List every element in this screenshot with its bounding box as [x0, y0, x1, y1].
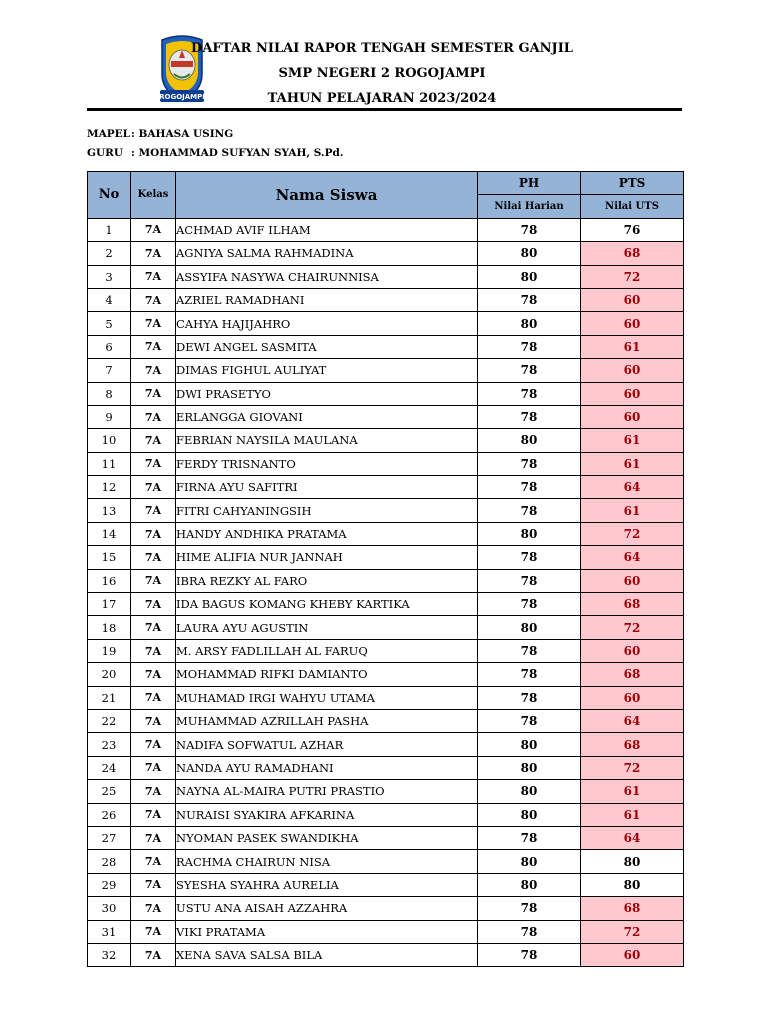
table-row	[88, 569, 684, 592]
cell-pts: 64	[581, 709, 684, 732]
cell-kelas: 7A	[131, 686, 176, 709]
col-header-nama: Nama Siswa	[176, 172, 478, 219]
cell-ph: 80	[478, 733, 581, 756]
cell-pts: 64	[581, 826, 684, 849]
cell-ph: 80	[478, 242, 581, 265]
cell-nama: AZRIEL RAMADHANI	[176, 288, 478, 311]
cell-no: 28	[88, 850, 131, 873]
cell-ph: 78	[478, 897, 581, 920]
table-row	[88, 499, 684, 522]
cell-no: 23	[88, 733, 131, 756]
cell-kelas: 7A	[131, 218, 176, 241]
cell-ph: 78	[478, 569, 581, 592]
cell-kelas: 7A	[131, 920, 176, 943]
cell-pts: 72	[581, 616, 684, 639]
cell-kelas: 7A	[131, 663, 176, 686]
cell-pts: 80	[581, 873, 684, 896]
cell-no: 26	[88, 803, 131, 826]
cell-pts: 60	[581, 639, 684, 662]
header-divider	[87, 108, 682, 111]
cell-pts: 61	[581, 803, 684, 826]
cell-ph: 78	[478, 452, 581, 475]
col-header-kelas: Kelas	[131, 172, 176, 219]
cell-no: 5	[88, 312, 131, 335]
cell-pts: 60	[581, 288, 684, 311]
cell-nama: ASSYIFA NASYWA CHAIRUNNISA	[176, 265, 478, 288]
table-row	[88, 476, 684, 499]
cell-kelas: 7A	[131, 756, 176, 779]
cell-kelas: 7A	[131, 429, 176, 452]
cell-nama: XENA SAVA SALSA BILA	[176, 943, 478, 966]
cell-nama: SYESHA SYAHRA AURELIA	[176, 873, 478, 896]
table-row	[88, 429, 684, 452]
cell-nama: RACHMA CHAIRUN NISA	[176, 850, 478, 873]
cell-ph: 78	[478, 639, 581, 662]
table-row	[88, 522, 684, 545]
table-row	[88, 920, 684, 943]
cell-nama: VIKI PRATAMA	[176, 920, 478, 943]
cell-kelas: 7A	[131, 803, 176, 826]
cell-ph: 78	[478, 920, 581, 943]
cell-no: 19	[88, 639, 131, 662]
cell-no: 14	[88, 522, 131, 545]
cell-pts: 60	[581, 943, 684, 966]
cell-no: 29	[88, 873, 131, 896]
cell-no: 4	[88, 288, 131, 311]
cell-nama: HANDY ANDHIKA PRATAMA	[176, 522, 478, 545]
table-row	[88, 452, 684, 475]
cell-kelas: 7A	[131, 288, 176, 311]
cell-pts: 72	[581, 756, 684, 779]
cell-pts: 72	[581, 522, 684, 545]
table-header	[88, 172, 684, 219]
cell-nama: NYOMAN PASEK SWANDIKHA	[176, 826, 478, 849]
mapel-row	[87, 128, 233, 140]
cell-no: 15	[88, 546, 131, 569]
cell-nama: FIRNA AYU SAFITRI	[176, 476, 478, 499]
grades-table	[87, 171, 684, 967]
cell-ph: 78	[478, 359, 581, 382]
cell-ph: 80	[478, 873, 581, 896]
cell-nama: ACHMAD AVIF ILHAM	[176, 218, 478, 241]
table-row	[88, 593, 684, 616]
cell-nama: FERDY TRISNANTO	[176, 452, 478, 475]
table-row	[88, 897, 684, 920]
table-row	[88, 312, 684, 335]
cell-ph: 80	[478, 756, 581, 779]
cell-nama: NANDA AYU RAMADHANI	[176, 756, 478, 779]
cell-kelas: 7A	[131, 943, 176, 966]
table-row	[88, 242, 684, 265]
cell-kelas: 7A	[131, 382, 176, 405]
cell-no: 8	[88, 382, 131, 405]
cell-pts: 60	[581, 312, 684, 335]
guru-row	[87, 147, 343, 159]
cell-no: 16	[88, 569, 131, 592]
cell-no: 22	[88, 709, 131, 732]
cell-no: 25	[88, 780, 131, 803]
table-row	[88, 686, 684, 709]
table-row	[88, 873, 684, 896]
cell-ph: 78	[478, 709, 581, 732]
cell-pts: 68	[581, 242, 684, 265]
cell-ph: 78	[478, 593, 581, 616]
cell-kelas: 7A	[131, 359, 176, 382]
cell-ph: 80	[478, 429, 581, 452]
cell-ph: 78	[478, 405, 581, 428]
cell-pts: 80	[581, 850, 684, 873]
table-row	[88, 639, 684, 662]
cell-kelas: 7A	[131, 826, 176, 849]
table-row	[88, 335, 684, 358]
cell-ph: 80	[478, 803, 581, 826]
cell-ph: 78	[478, 476, 581, 499]
guru-label: GURU	[87, 147, 124, 159]
cell-nama: DIMAS FIGHUL AULIYAT	[176, 359, 478, 382]
table-row	[88, 756, 684, 779]
cell-nama: ERLANGGA GIOVANI	[176, 405, 478, 428]
cell-pts: 60	[581, 382, 684, 405]
title-line-2: SMP NEGERI 2 ROGOJAMPI	[278, 66, 486, 81]
cell-kelas: 7A	[131, 242, 176, 265]
cell-nama: NAYNA AL-MAIRA PUTRI PRASTIO	[176, 780, 478, 803]
cell-nama: AGNIYA SALMA RAHMADINA	[176, 242, 478, 265]
cell-ph: 80	[478, 312, 581, 335]
cell-ph: 78	[478, 826, 581, 849]
cell-no: 17	[88, 593, 131, 616]
cell-nama: MUHAMAD IRGI WAHYU UTAMA	[176, 686, 478, 709]
table-row	[88, 850, 684, 873]
cell-no: 12	[88, 476, 131, 499]
cell-ph: 78	[478, 382, 581, 405]
cell-pts: 61	[581, 335, 684, 358]
col-header-pts: PTS	[581, 172, 684, 195]
cell-nama: NADIFA SOFWATUL AZHAR	[176, 733, 478, 756]
cell-no: 31	[88, 920, 131, 943]
col-header-ph: PH	[478, 172, 581, 195]
table-row	[88, 218, 684, 241]
cell-kelas: 7A	[131, 546, 176, 569]
cell-ph: 78	[478, 335, 581, 358]
cell-no: 30	[88, 897, 131, 920]
cell-ph: 80	[478, 616, 581, 639]
cell-no: 13	[88, 499, 131, 522]
cell-nama: MOHAMMAD RIFKI DAMIANTO	[176, 663, 478, 686]
cell-ph: 78	[478, 288, 581, 311]
table-row	[88, 663, 684, 686]
cell-kelas: 7A	[131, 733, 176, 756]
cell-no: 2	[88, 242, 131, 265]
cell-nama: M. ARSY FADLILLAH AL FARUQ	[176, 639, 478, 662]
cell-pts: 64	[581, 546, 684, 569]
cell-kelas: 7A	[131, 569, 176, 592]
cell-kelas: 7A	[131, 616, 176, 639]
cell-kelas: 7A	[131, 850, 176, 873]
cell-ph: 78	[478, 218, 581, 241]
cell-nama: IDA BAGUS KOMANG KHEBY KARTIKA	[176, 593, 478, 616]
cell-pts: 72	[581, 920, 684, 943]
table-row	[88, 382, 684, 405]
cell-pts: 68	[581, 663, 684, 686]
cell-kelas: 7A	[131, 593, 176, 616]
cell-kelas: 7A	[131, 709, 176, 732]
cell-no: 27	[88, 826, 131, 849]
cell-pts: 61	[581, 429, 684, 452]
cell-nama: NURAISI SYAKIRA AFKARINA	[176, 803, 478, 826]
cell-nama: LAURA AYU AGUSTIN	[176, 616, 478, 639]
cell-no: 1	[88, 218, 131, 241]
cell-kelas: 7A	[131, 312, 176, 335]
mapel-label: MAPEL	[87, 128, 131, 140]
title-line-1: DAFTAR NILAI RAPOR TENGAH SEMESTER GANJIL	[191, 41, 573, 56]
cell-pts: 61	[581, 452, 684, 475]
cell-ph: 80	[478, 265, 581, 288]
cell-kelas: 7A	[131, 405, 176, 428]
cell-ph: 80	[478, 522, 581, 545]
cell-kelas: 7A	[131, 522, 176, 545]
cell-nama: USTU ANA AISAH AZZAHRA	[176, 897, 478, 920]
table-row	[88, 803, 684, 826]
cell-pts: 76	[581, 218, 684, 241]
title-line-3: TAHUN PELAJARAN 2023/2024	[267, 91, 497, 106]
table-row	[88, 546, 684, 569]
cell-nama: IBRA REZKY AL FARO	[176, 569, 478, 592]
cell-ph: 78	[478, 546, 581, 569]
table-row	[88, 733, 684, 756]
cell-ph: 78	[478, 686, 581, 709]
guru-value: : MOHAMMAD SUFYAN SYAH, S.Pd.	[131, 147, 344, 159]
cell-nama: FITRI CAHYANINGSIH	[176, 499, 478, 522]
cell-pts: 60	[581, 405, 684, 428]
cell-kelas: 7A	[131, 780, 176, 803]
cell-pts: 61	[581, 780, 684, 803]
cell-pts: 60	[581, 359, 684, 382]
cell-ph: 80	[478, 850, 581, 873]
cell-ph: 78	[478, 663, 581, 686]
cell-pts: 72	[581, 265, 684, 288]
table-row	[88, 709, 684, 732]
cell-no: 3	[88, 265, 131, 288]
table-row	[88, 265, 684, 288]
cell-no: 32	[88, 943, 131, 966]
cell-pts: 60	[581, 686, 684, 709]
cell-nama: CAHYA HAJIJAHRO	[176, 312, 478, 335]
cell-no: 18	[88, 616, 131, 639]
document-title	[175, 36, 589, 111]
cell-ph: 80	[478, 780, 581, 803]
cell-no: 21	[88, 686, 131, 709]
cell-nama: DWI PRASETYO	[176, 382, 478, 405]
cell-no: 10	[88, 429, 131, 452]
cell-pts: 68	[581, 733, 684, 756]
cell-kelas: 7A	[131, 335, 176, 358]
logo-text: ROGOJAMPI	[159, 93, 205, 101]
cell-ph: 78	[478, 499, 581, 522]
table-row	[88, 288, 684, 311]
cell-nama: HIME ALIFIA NUR JANNAH	[176, 546, 478, 569]
table-row	[88, 405, 684, 428]
cell-no: 20	[88, 663, 131, 686]
cell-pts: 68	[581, 593, 684, 616]
cell-kelas: 7A	[131, 499, 176, 522]
cell-kelas: 7A	[131, 873, 176, 896]
cell-kelas: 7A	[131, 639, 176, 662]
cell-ph: 78	[478, 943, 581, 966]
cell-no: 6	[88, 335, 131, 358]
cell-kelas: 7A	[131, 897, 176, 920]
cell-kelas: 7A	[131, 476, 176, 499]
cell-no: 11	[88, 452, 131, 475]
cell-kelas: 7A	[131, 265, 176, 288]
table-row	[88, 943, 684, 966]
cell-pts: 64	[581, 476, 684, 499]
col-header-no: No	[88, 172, 131, 219]
mapel-value: : BAHASA USING	[131, 128, 234, 140]
cell-nama: DEWI ANGEL SASMITA	[176, 335, 478, 358]
table-row	[88, 616, 684, 639]
cell-pts: 61	[581, 499, 684, 522]
cell-no: 9	[88, 405, 131, 428]
col-subheader-pts: Nilai UTS	[581, 195, 684, 218]
table-row	[88, 826, 684, 849]
cell-kelas: 7A	[131, 452, 176, 475]
table-row	[88, 780, 684, 803]
cell-no: 24	[88, 756, 131, 779]
cell-nama: FEBRIAN NAYSILA MAULANA	[176, 429, 478, 452]
cell-nama: MUHAMMAD AZRILLAH PASHA	[176, 709, 478, 732]
table-body	[88, 218, 684, 967]
col-subheader-ph: Nilai Harian	[478, 195, 581, 218]
cell-pts: 60	[581, 569, 684, 592]
cell-no: 7	[88, 359, 131, 382]
table-row	[88, 359, 684, 382]
cell-pts: 68	[581, 897, 684, 920]
